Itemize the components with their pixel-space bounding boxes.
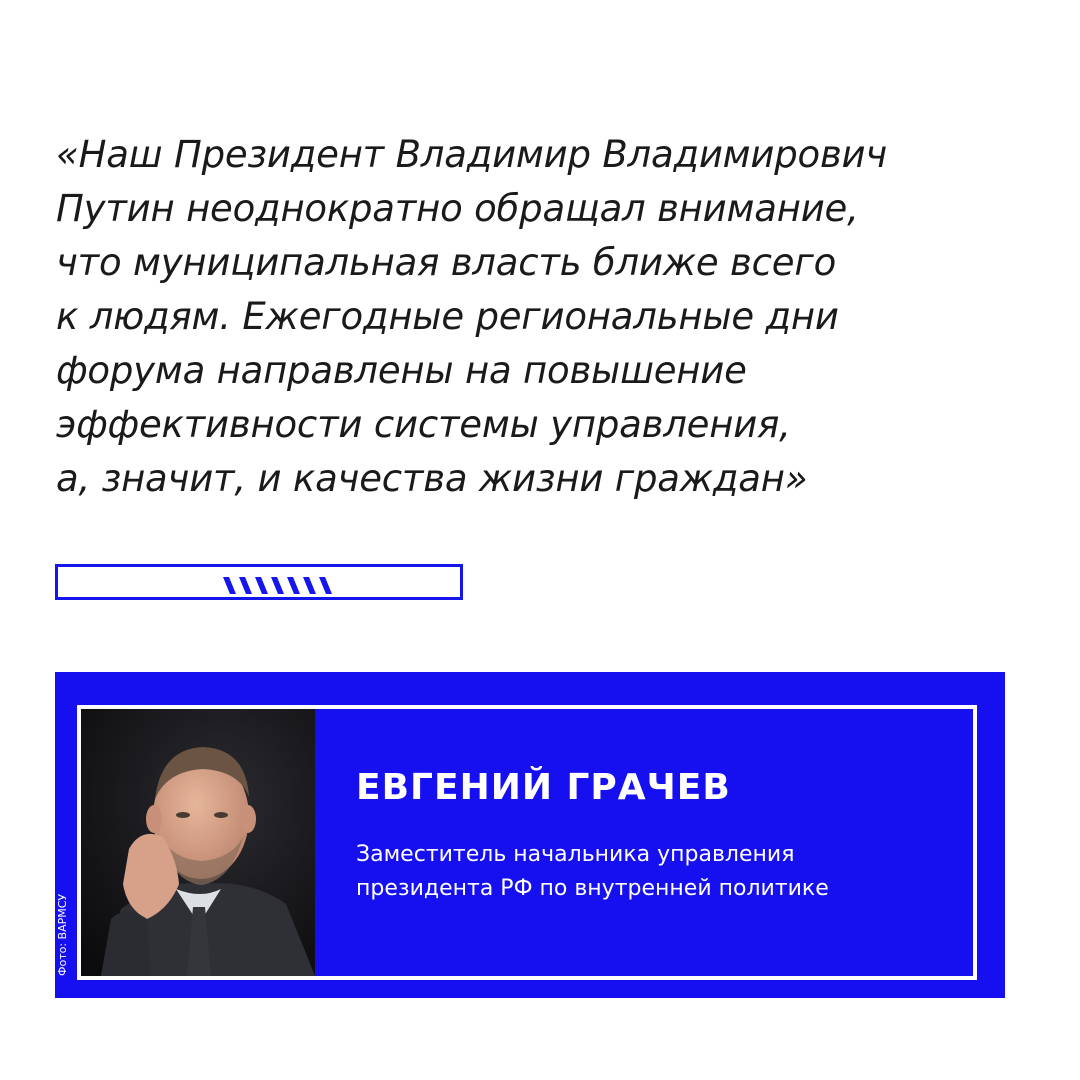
quote-line: Путин неоднократно обращал внимание,	[56, 187, 859, 230]
decorative-progress-frame	[55, 564, 463, 600]
slanted-stripes-icon	[58, 567, 466, 603]
photo-credit: Фото: ВАРМСУ	[56, 893, 69, 976]
speaker-role-line: президента РФ по внутренней политике	[356, 876, 829, 901]
quote-line: что муниципальная власть ближе всего	[56, 241, 837, 284]
portrait-image	[81, 709, 315, 976]
quote-line: эффективности системы управления,	[56, 403, 791, 446]
speaker-name: ЕВГЕНИЙ ГРАЧЕВ	[356, 767, 731, 808]
quote-text	[56, 128, 1036, 506]
speaker-role-line: Заместитель начальника управления	[356, 842, 795, 867]
quote-line: «Наш Президент Владимир Владимирович	[56, 133, 888, 176]
speaker-card	[55, 672, 1005, 998]
quote-line: к людям. Ежегодные региональные дни	[56, 295, 839, 338]
quote-line: а, значит, и качества жизни граждан»	[56, 457, 808, 500]
quote-line: форума направлены на повышение	[56, 349, 747, 392]
speaker-photo	[81, 709, 315, 976]
speaker-role	[356, 838, 829, 906]
